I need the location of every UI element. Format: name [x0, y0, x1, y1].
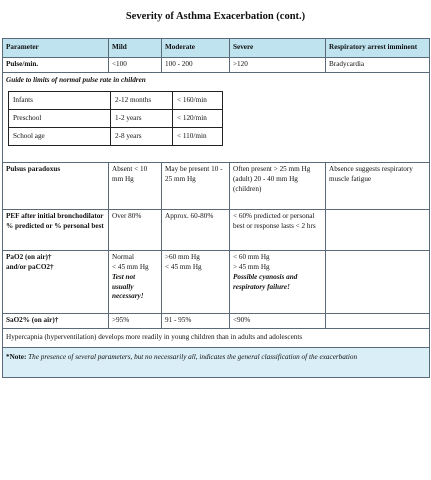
pao2-label-line2: and/or paCO2†: [6, 263, 54, 272]
header-row: [3, 39, 430, 58]
pef-arrest: [326, 210, 430, 251]
footnote-row: [3, 347, 430, 377]
pao2-row: [3, 251, 430, 314]
pulse-guide-cell: [3, 72, 430, 163]
header-moderate: Moderate: [162, 39, 230, 58]
pao2-mild-line2: < 45 mm Hg: [112, 263, 149, 272]
sao2-mild: >95%: [109, 314, 162, 329]
pulse-guide-table: [8, 91, 223, 146]
guide-group: Infants: [9, 92, 111, 110]
pef-row: [3, 210, 430, 251]
severity-table: [2, 38, 430, 378]
pao2-severe-line2: > 45 mm Hg: [233, 263, 270, 272]
guide-limit: < 160/min: [173, 92, 223, 110]
pulse-severe: >120: [230, 58, 326, 73]
pef-moderate: Approx. 60-80%: [162, 210, 230, 251]
guide-row: [9, 110, 223, 128]
pulse-mild: <100: [109, 58, 162, 73]
paradoxus-mild: Absent < 10 mm Hg: [109, 163, 162, 210]
sao2-label: SaO2% (on air)†: [3, 314, 109, 329]
guide-limit: < 120/min: [173, 110, 223, 128]
sao2-arrest: [326, 314, 430, 329]
pao2-severe-warning: Possible cyanosis and respiratory failure!: [233, 272, 298, 291]
header-arrest: Respiratory arrest imminent: [326, 39, 430, 58]
sao2-severe: <90%: [230, 314, 326, 329]
pao2-mild: [109, 251, 162, 314]
header-parameter: Parameter: [3, 39, 109, 58]
footnote-text: The presence of several parameters, but no necessarily all, indicates the general classification of the exacerbation: [28, 352, 358, 361]
header-severe: Severe: [230, 39, 326, 58]
paradoxus-label: Pulsus paradoxus: [3, 163, 109, 210]
pulse-row: [3, 58, 430, 73]
pulse-arrest: Bradycardia: [326, 58, 430, 73]
hypercapnia-note: Hypercapnia (hyperventilation) develops more readily in young children than in adults and adolescents: [3, 329, 430, 348]
guide-age: 1-2 years: [111, 110, 173, 128]
hypercapnia-row: [3, 329, 430, 348]
paradoxus-arrest: Absence suggests respiratory muscle fatigue: [326, 163, 430, 210]
guide-limit: < 110/min: [173, 128, 223, 146]
pef-mild: Over 80%: [109, 210, 162, 251]
header-mild: Mild: [109, 39, 162, 58]
paradoxus-row: [3, 163, 430, 210]
pao2-severe: [230, 251, 326, 314]
paradoxus-severe: Often present > 25 mm Hg (adult) 20 - 40 mm Hg (children): [230, 163, 326, 210]
pao2-label: [3, 251, 109, 314]
guide-row: [9, 128, 223, 146]
guide-group: Preschool: [9, 110, 111, 128]
pef-severe: < 60% predicted or personal best or response lasts < 2 hrs: [230, 210, 326, 251]
guide-row: [9, 92, 223, 110]
pulse-guide-title: Guide to limits of normal pulse rate in children: [6, 75, 146, 84]
pao2-moderate-line1: >60 mm Hg: [165, 253, 200, 262]
pulse-label: Pulse/min.: [3, 58, 109, 73]
pef-label: PEF after initial bronchodilator % predicted or % personal best: [3, 210, 109, 251]
footnote: [3, 347, 430, 377]
guide-age: 2-12 months: [111, 92, 173, 110]
pao2-moderate-line2: < 45 mm Hg: [165, 263, 202, 272]
document-title: Severity of Asthma Exacerbation (cont.): [125, 11, 306, 22]
guide-group: School age: [9, 128, 111, 146]
pao2-arrest: [326, 251, 430, 314]
pao2-label-line1: PaO2 (on air)†: [6, 253, 52, 262]
pao2-moderate: [162, 251, 230, 314]
pao2-mild-line1: Normal: [112, 253, 134, 262]
sao2-moderate: 91 - 95%: [162, 314, 230, 329]
footnote-prefix: *Note:: [6, 352, 27, 361]
pao2-severe-line1: < 60 mm Hg: [233, 253, 270, 262]
pao2-mild-warning: Test not usually necessary!: [112, 272, 144, 301]
guide-age: 2-8 years: [111, 128, 173, 146]
pulse-moderate: 100 - 200: [162, 58, 230, 73]
pulse-guide-row: [3, 72, 430, 163]
sao2-row: [3, 314, 430, 329]
paradoxus-moderate: May be present 10 - 25 mm Hg: [162, 163, 230, 210]
